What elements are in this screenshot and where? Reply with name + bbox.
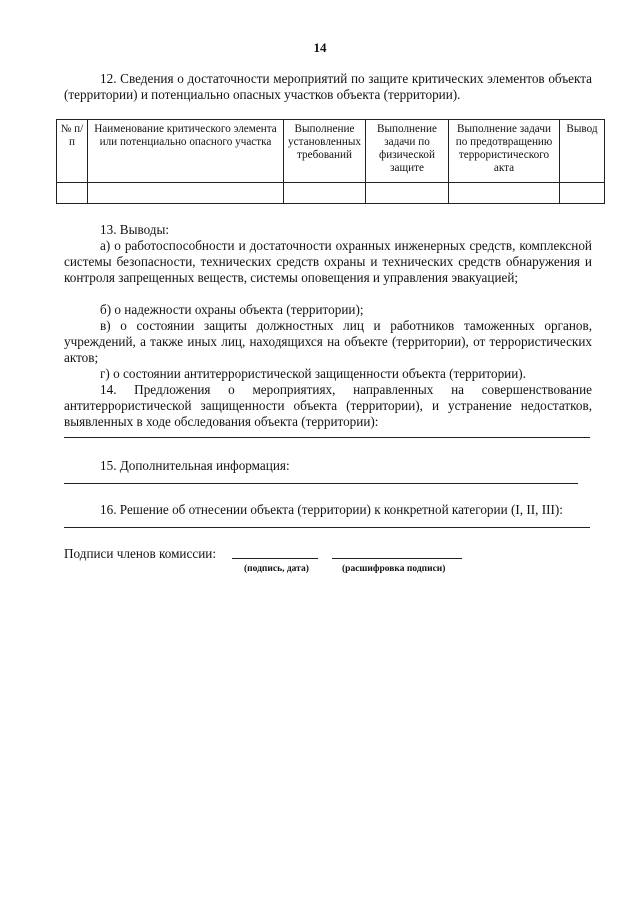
table-cell	[366, 183, 449, 204]
table-header-cell: № п/п	[57, 120, 88, 183]
table-header-row	[57, 120, 605, 183]
table-cell	[560, 183, 605, 204]
section-13-title: 13. Выводы:	[100, 222, 170, 237]
conclusion-b: б) о надежности охраны объекта (территории);	[100, 302, 364, 317]
table-header-cell: Выполнение задачи по предотвращению террористического акта	[449, 120, 560, 183]
signatures-label: Подписи членов комиссии:	[64, 546, 216, 561]
section-14-text: 14. Предложения о мероприятиях, направленных на совершенствование антитеррористической защищенности объекта (территории), и устранение недостатков, выявленных в ходе обследования объекта (территории):	[64, 382, 592, 429]
signatures-block	[64, 546, 604, 576]
conclusion-a: а) о работоспособности и достаточности охранных инженерных средств, комплексной системы безопасности, технических средств охраны и технических средств обнаружения и контроля запрещенных веществ, системы оповещения и управления эвакуацией;	[64, 238, 592, 285]
section-14-answer-line	[64, 437, 590, 438]
signature-line	[232, 558, 318, 559]
table-header-cell: Вывод	[560, 120, 605, 183]
signature-decode-caption: (расшифровка подписи)	[342, 564, 446, 574]
section-15-answer-line	[64, 483, 578, 484]
section-16-answer-line	[64, 527, 590, 528]
table-header-cell: Выполнение задачи по физической защите	[366, 120, 449, 183]
table-cell	[449, 183, 560, 204]
table-cell	[284, 183, 366, 204]
section-15-text: 15. Дополнительная информация:	[100, 458, 290, 473]
table-row	[57, 183, 605, 204]
table-header-cell: Наименование критического элемента или потенциально опасного участка	[88, 120, 284, 183]
table-cell	[88, 183, 284, 204]
conclusion-g: г) о состоянии антитеррористической защищенности объекта (территории).	[100, 366, 526, 381]
table-cell	[57, 183, 88, 204]
critical-elements-table	[56, 119, 605, 204]
section-12-heading: 12. Сведения о достаточности мероприятий по защите критических элементов объекта (территории) и потенциально опасных участков объекта (территории).	[64, 71, 592, 102]
conclusion-v: в) о состоянии защиты должностных лиц и работников таможенных органов, учреждений, а также иных лиц, находящихся на объекте (территории), от террористических актов;	[64, 318, 592, 365]
signature-decode-line	[332, 558, 462, 559]
section-16-text: 16. Решение об отнесении объекта (территории) к конкретной категории (I, II, III):	[100, 502, 563, 517]
signature-caption: (подпись, дата)	[244, 564, 309, 574]
page-number: 14	[313, 40, 327, 55]
table-header-cell: Выполнение установленных требований	[284, 120, 366, 183]
